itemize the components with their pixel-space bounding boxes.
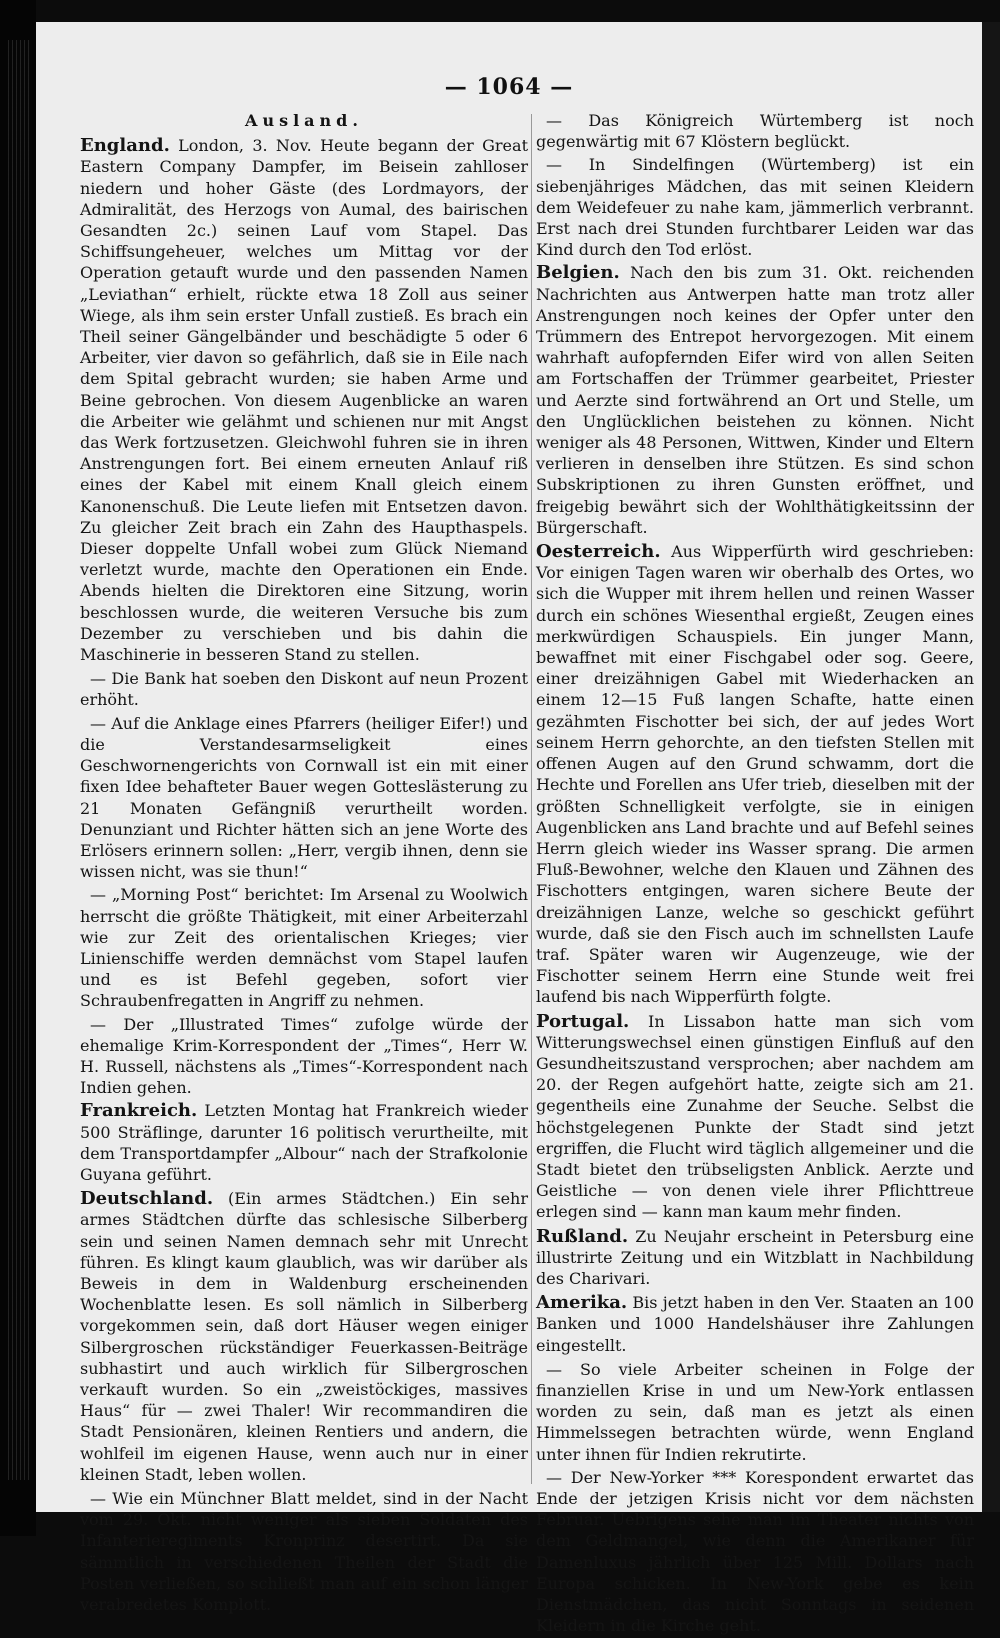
article-text: (Ein armes Städtchen.) Ein sehr armes Städtchen dürfte das schlesische Silberberg sein und seinen Namen demnach sehr mit Unrecht führen. Es klingt kaum glaublich, was wir darüber als Beweis in dem in Waldenburg erscheinenden Wochenblatte lesen. Es soll nämlich in Silberberg vorgekommen sein, daß dort Häuser wegen einiger Silbergroschen rückständiger Feuerkassen-Beiträge subhastirt und auch wirklich für Silbergroschen verkauft wurden. So ein „zweistöckiges, massives Haus“ für — zwei Thaler! Wir recommandiren die Stadt Pensionären, kleinen Rentiers und andern, die wohlfeil im eigenen Hause, wenn auch nur in einer kleinen Stadt, leben wollen. [80, 1189, 528, 1484]
news-item-illustrated-times: — Der „Illustrated Times“ zufolge würde der ehemalige Krim-Korrespondent der „Times“, Herr W. H. Russell, nächstens als „Times“-Korrespondent nach Indien gehen. [80, 1014, 528, 1098]
right-column [536, 110, 974, 1638]
country-heading-russland: Rußland. [536, 1225, 629, 1247]
country-heading-oesterreich: Oesterreich. [536, 541, 661, 563]
page-number: — 1064 — [444, 74, 574, 100]
article-russland [536, 1226, 974, 1290]
news-item-morning-post: — „Morning Post“ berichtet: Im Arsenal zu Woolwich herrscht die größte Thätigkeit, mit einer Arbeiterzahl wie zur Zeit des orientalischen Krieges; vier Linienschiffe werden demnächst vom Stapel laufen und es ist Befehl gegeben, sofort vier Schraubenfregatten in Angriff zu nehmen. [80, 885, 528, 1011]
section-title: Ausland. [245, 111, 363, 130]
article-belgien [536, 262, 974, 538]
right-page-edge [982, 22, 1000, 1512]
news-item-pfarrer: — Auf die Anklage eines Pfarrers (heiliger Eifer!) und die Verstandesarmseligkeit eines Geschwornengerichts von Cornwall ist ein mit einer fixen Idee behafteter Bauer wegen Gotteslästerung zu 21 Monaten Gefängniß verurtheilt worden. Denunziant und Richter hätten sich an jene Worte des Erlösers erinnern sollen: „Herr, vergib ihnen, denn sie wissen nicht, was sie thun!“ [80, 713, 528, 882]
news-item-kloester: — Das Königreich Würtemberg ist noch gegenwärtig mit 67 Klöstern beglückt. [536, 111, 974, 152]
article-england [80, 135, 528, 665]
article-amerika [536, 1292, 974, 1356]
article-text: Zu Neujahr erscheint in Petersburg eine illustrirte Zeitung und ein Witzblatt in Nachbildung des Charivari. [536, 1226, 974, 1288]
country-heading-amerika: Amerika. [536, 1292, 628, 1314]
article-oesterreich [536, 541, 974, 1007]
article-text: Bis jetzt haben in den Ver. Staaten an 100 Banken und 1000 Handelshäuser ihre Zahlungen eingestellt. [536, 1293, 974, 1355]
newspaper-page [36, 22, 982, 1636]
article-text: London, 3. Nov. Heute begann der Great Eastern Company Dampfer, im Beisein zahlloser niedern und hoher Gäste (des Lordmayors, der Admiralität, des Herzogs von Aumal, des bairischen Gesandten 2c.) seinen Lauf vom Stapel. Das Schiffsungeheuer, welches um Mittag vor der Operation getauft wurde und den passenden Namen „Leviathan“ erhielt, rückte etwa 18 Zoll aus seiner Wiege, als ihm sein erster Unfall zustieß. Es brach ein Theil seiner Gängelbänder und beschädigte 5 oder 6 Arbeiter, vier davon so gefährlich, daß sie in Eile nach dem Spital gebracht wurden; sie haben Arme und Beine gebrochen. Von diesem Augenblicke an waren die Arbeiter wie gelähmt und schienen nur mit Angst das Werk fortzusetzen. Gleichwohl fuhren sie in ihren Anstrengungen fort. Bei einem erneuten Anlauf riß eines der Kabel mit einem Knall gleich einem Kanonenschuß. Die Leute liefen mit Entsetzen davon. Zu gleicher Zeit brach ein Zahn des Haupthaspels. Dieser doppelte Unfall wobei zum Glück Niemand verletzt wurde, machte den Operationen ein Ende. Abends hielten die Direktoren eine Sitzung, worin beschlossen wurde, die weiteren Versuche bis zum Dezember zu verschieben und bis dahin die Maschinerie in besseren Stand zu stellen. [80, 136, 528, 665]
left-column [80, 110, 528, 1617]
news-item-new-yorker: — Der New-Yorker *** Korespondent erwartet das Ende der jetzigen Krisis nicht vor dem nächsten Februar. Uebrigens sehe man im Theater nichts von dem Geldmangel, wie denn die Amerikaner für Damenluxus jährlich über 125 Mill. Dollars nach Europa schicken. In New-York gebe es kein Dienstmädchen, das nicht Sonntags in seidenen Kleidern in die Kirche geht. [536, 1467, 974, 1636]
news-item-sindelfingen: — In Sindelfingen (Würtemberg) ist ein siebenjähriges Mädchen, das mit seinen Kleidern dem Weidefeuer zu nahe kam, jämmerlich verbrannt. Erst nach drei Stunden furchtbarer Leiden war das Kind durch den Tod erlöst. [536, 155, 974, 260]
binding-page-edges [8, 40, 32, 1480]
article-portugal [536, 1011, 974, 1223]
country-heading-england: England. [80, 135, 170, 157]
country-heading-portugal: Portugal. [536, 1010, 630, 1032]
article-text: Nach den bis zum 31. Okt. reichenden Nachrichten aus Antwerpen hatte man trotz aller Anstrengungen noch keines der Opfer unter den Trümmern des Entrepot hervorgezogen. Mit einem wahrhaft aufopfernden Eifer wird von allen Seiten am Fortschaffen der Trümmer gearbeitet, Priester und Aerzte sind fortwährend an Ort und Stelle, um den Unglücklichen beistehen zu können. Nicht weniger als 48 Personen, Wittwen, Kinder und Eltern verlieren in denselben ihre Stützen. Es sind schon Subskriptionen zu ihren Gunsten eröffnet, und freigebig bewährt sich der Wohlthätigkeitssinn der Bürgerschaft. [536, 263, 974, 537]
article-text: Aus Wipperfürth wird geschrieben: Vor einigen Tagen waren wir oberhalb des Ortes, wo sich die Wupper mit ihrem hellen und reinen Wasser durch ein schönes Wiesenthal ergießt, Zeugen eines merkwürdigen Schauspiels. Ein junger Mann, bewaffnet mit einer Fischgabel oder sog. Geere, einer dreizähnigen Gabel mit Wiederhacken an einem 12—15 Fuß langen Schafte, hatte einen gezähmten Fischotter bei sich, der auf jedes Wort seinem Herrn gehorchte, an den tiefsten Stellen mit offenen Augen auf den Grund schwamm, dort die Hechte und Forellen ans Ufer trieb, dieselben mit der größten Schnelligkeit verfolgte, sie in einigen Augenblicken ans Land brachte und auf Befehl seines Herrn gleich wieder ins Wasser sprang. Die armen Fluß-Bewohner, welche den Klauen und Zähnen des Fischotters entgingen, waren sichere Beute der dreizähnigen Lanze, welche so geschickt geführt wurde, daß sie den Fisch auch im schnellsten Laufe traf. Später waren wir Augenzeuge, wie der Fischotter seinem Herrn eine Stunde weit frei laufend bis nach Wipperfürth folgte. [536, 542, 974, 1007]
news-item-muenchen: — Wie ein Münchner Blatt meldet, sind in der Nacht vom 29. Okt. nicht weniger als sieben Soldaten des Infanterieregiments Kronprinz desertirt. Da sie sämmtlich in verschiedenen Theilen der Stadt die Posten verließen, so schließt man auf ein schon länger verabredetes Komplott. [80, 1489, 528, 1615]
article-deutschland [80, 1188, 528, 1485]
country-heading-belgien: Belgien. [536, 262, 620, 284]
country-heading-frankreich: Frankreich. [80, 1100, 198, 1122]
article-frankreich [80, 1100, 528, 1185]
column-divider [531, 114, 532, 1484]
book-binding [0, 0, 36, 1536]
article-text: In Lissabon hatte man sich vom Witterungswechsel einen günstigen Einfluß auf den Gesundheitszustand versprochen; aber nachdem am 20. der Regen aufgehört hatte, zeigte sich am 21. gegentheils eine Zunahme der Seuche. Selbst die höchstgelegenen Punkte der Stadt sind jetzt ergriffen, die Flucht wird täglich allgemeiner und die Stadt bietet den trübseligsten Anblick. Aerzte und Geistliche — von denen viele ihrer Pflichttreue erlegen sind — kann man kaum mehr finden. [536, 1011, 974, 1222]
country-heading-deutschland: Deutschland. [80, 1188, 214, 1210]
article-text: Letzten Montag hat Frankreich wieder 500 Sträflinge, darunter 16 politisch verurtheilte, mit dem Transportdampfer „Albour“ nach der Strafkolonie Guyana geführt. [80, 1101, 528, 1184]
news-item-bank: — Die Bank hat soeben den Diskont auf neun Prozent erhöht. [80, 669, 528, 710]
news-item-arbeiter: — So viele Arbeiter scheinen in Folge der finanziellen Krise in und um New-York entlassen worden zu sein, daß man es jetzt als einen Himmelssegen betrachten würde, wenn England unter ihnen für Indien rekrutirte. [536, 1359, 974, 1464]
